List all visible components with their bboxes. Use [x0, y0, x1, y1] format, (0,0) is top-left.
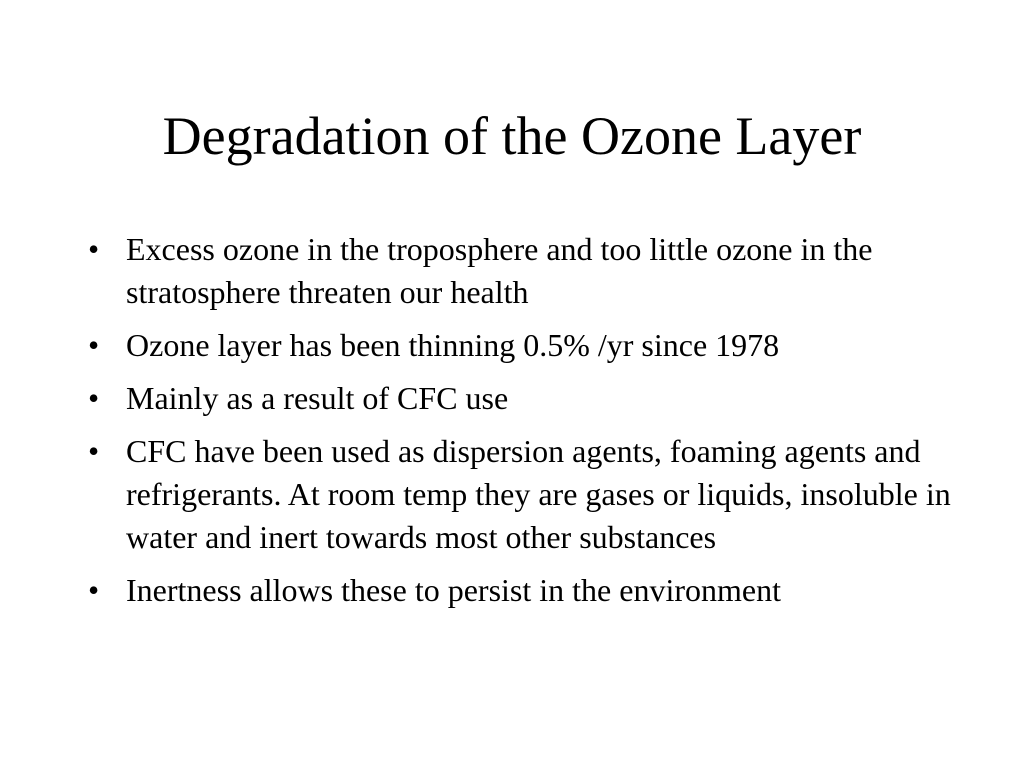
bullet-item [88, 377, 988, 420]
bullet-text: CFC have been used as dispersion agents, foaming agents and refrigerants. At room temp they are gases or liquids, insoluble in water and inert towards most other substances [126, 433, 951, 555]
bullet-text: Excess ozone in the troposphere and too little ozone in the stratosphere threaten our health [126, 231, 873, 310]
bullet-item [88, 228, 988, 314]
bullet-text: Ozone layer has been thinning 0.5% /yr since 1978 [126, 327, 780, 363]
bullet-glyph: • [88, 380, 100, 416]
bullet-item [88, 569, 988, 612]
slide-title: Degradation of the Ozone Layer [162, 106, 862, 166]
bullet-text: Inertness allows these to persist in the environment [126, 572, 781, 608]
bullet-glyph: • [88, 231, 100, 267]
bullet-item [88, 430, 988, 559]
bullet-glyph: • [88, 572, 100, 608]
bullet-glyph: • [88, 327, 100, 363]
bullet-text: Mainly as a result of CFC use [126, 380, 509, 416]
bullet-list [88, 228, 988, 622]
bullet-item [88, 324, 988, 367]
bullet-glyph: • [88, 433, 100, 469]
